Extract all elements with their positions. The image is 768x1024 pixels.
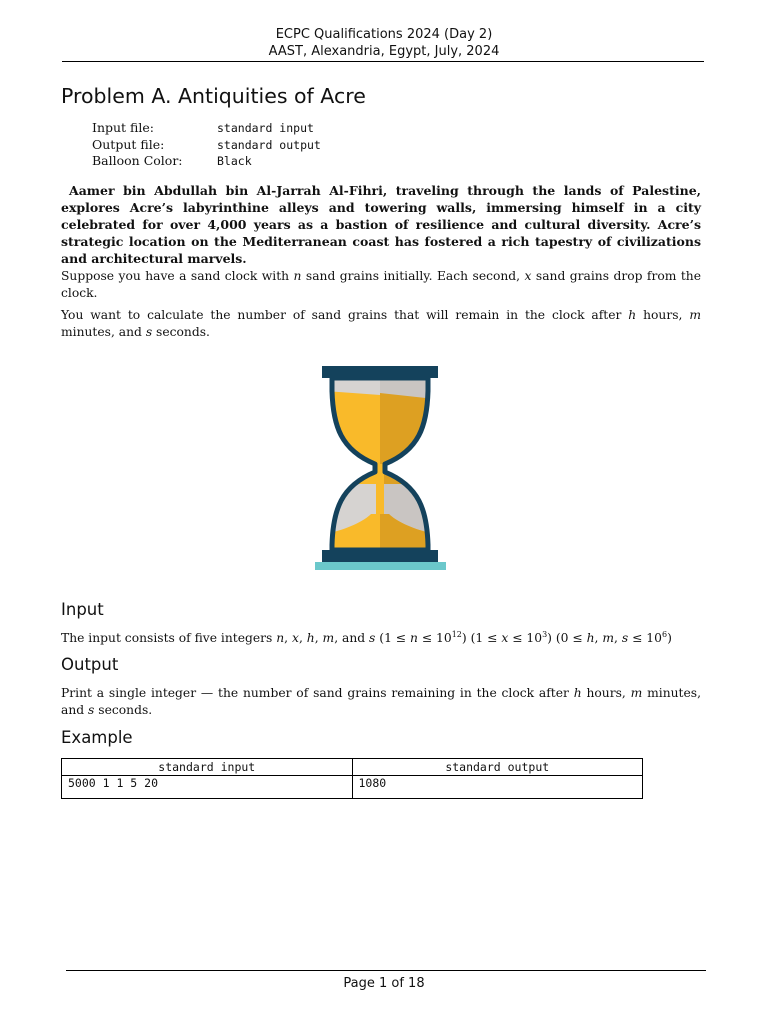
- meta-input-value: standard input: [217, 121, 314, 135]
- base-plate: [315, 562, 446, 570]
- meta-output-label: Output file:: [92, 136, 165, 152]
- meta-balloon: [92, 153, 321, 170]
- statement-paragraph-2: You want to calculate the number of sand grains that will remain in the clock after h hours, m minutes, and s seconds.: [61, 308, 701, 339]
- meta-output-value: standard output: [217, 137, 321, 152]
- section-heading-example: Example: [61, 728, 133, 747]
- meta-balloon-value: Black: [217, 154, 252, 168]
- example-header-row: [62, 759, 643, 776]
- meta-balloon-label: Balloon Color:: [92, 153, 183, 168]
- page-header: [0, 26, 768, 60]
- problem-meta: [92, 120, 321, 170]
- example-row: [62, 776, 643, 799]
- output-description: Print a single integer — the number of sand grains remaining in the clock after h hours, m minutes, and s seconds.: [61, 686, 702, 717]
- meta-input-label: Input file:: [92, 120, 154, 135]
- example-col-output: standard output: [352, 759, 643, 776]
- example-col-input: standard input: [62, 759, 353, 776]
- hourglass-illustration: [315, 364, 446, 572]
- top-cap: [322, 366, 438, 378]
- bottom-cap: [322, 550, 438, 562]
- story-paragraph: Aamer bin Abdullah bin Al-Jarrah Al-Fihri, traveling through the lands of Palestine, explores Acre’s labyrinthine alleys and towering walls, immersing himself in a city celebrated for over 4,000 years as a bastion of resilience and cultural diversity. Acre’s strategic location on the Mediterranean coast has fostered a rich tapestry of civilizations and architectural marvels.: [61, 183, 701, 266]
- example-input-cell: 5000 1 1 5 20: [62, 776, 353, 799]
- header-line-1: ECPC Qualifications 2024 (Day 2): [275, 27, 493, 42]
- example-table: [61, 758, 643, 799]
- header-line-2: AAST, Alexandria, Egypt, July, 2024: [268, 44, 500, 59]
- page-number: Page 1 of 18: [343, 976, 425, 991]
- section-heading-input: Input: [61, 600, 104, 619]
- meta-output-file: [92, 137, 321, 154]
- input-description: The input consists of five integers n, x, h, m, and s $(1 \le n \le 10^{12})$ $(1 \le x \le 10^3)$ (0 ≤ h, m, $s \le 10^6$): [61, 629, 672, 645]
- header-rule: [62, 61, 704, 62]
- meta-input-file: [92, 120, 321, 137]
- footer-rule: [66, 970, 706, 971]
- statement-paragraph-1: Suppose you have a sand clock with n sand grains initially. Each second, x sand grains drop from the clock.: [61, 269, 701, 300]
- example-output-cell: 1080: [352, 776, 643, 799]
- section-heading-output: Output: [61, 655, 119, 674]
- problem-title: Problem A. Antiquities of Acre: [61, 84, 366, 108]
